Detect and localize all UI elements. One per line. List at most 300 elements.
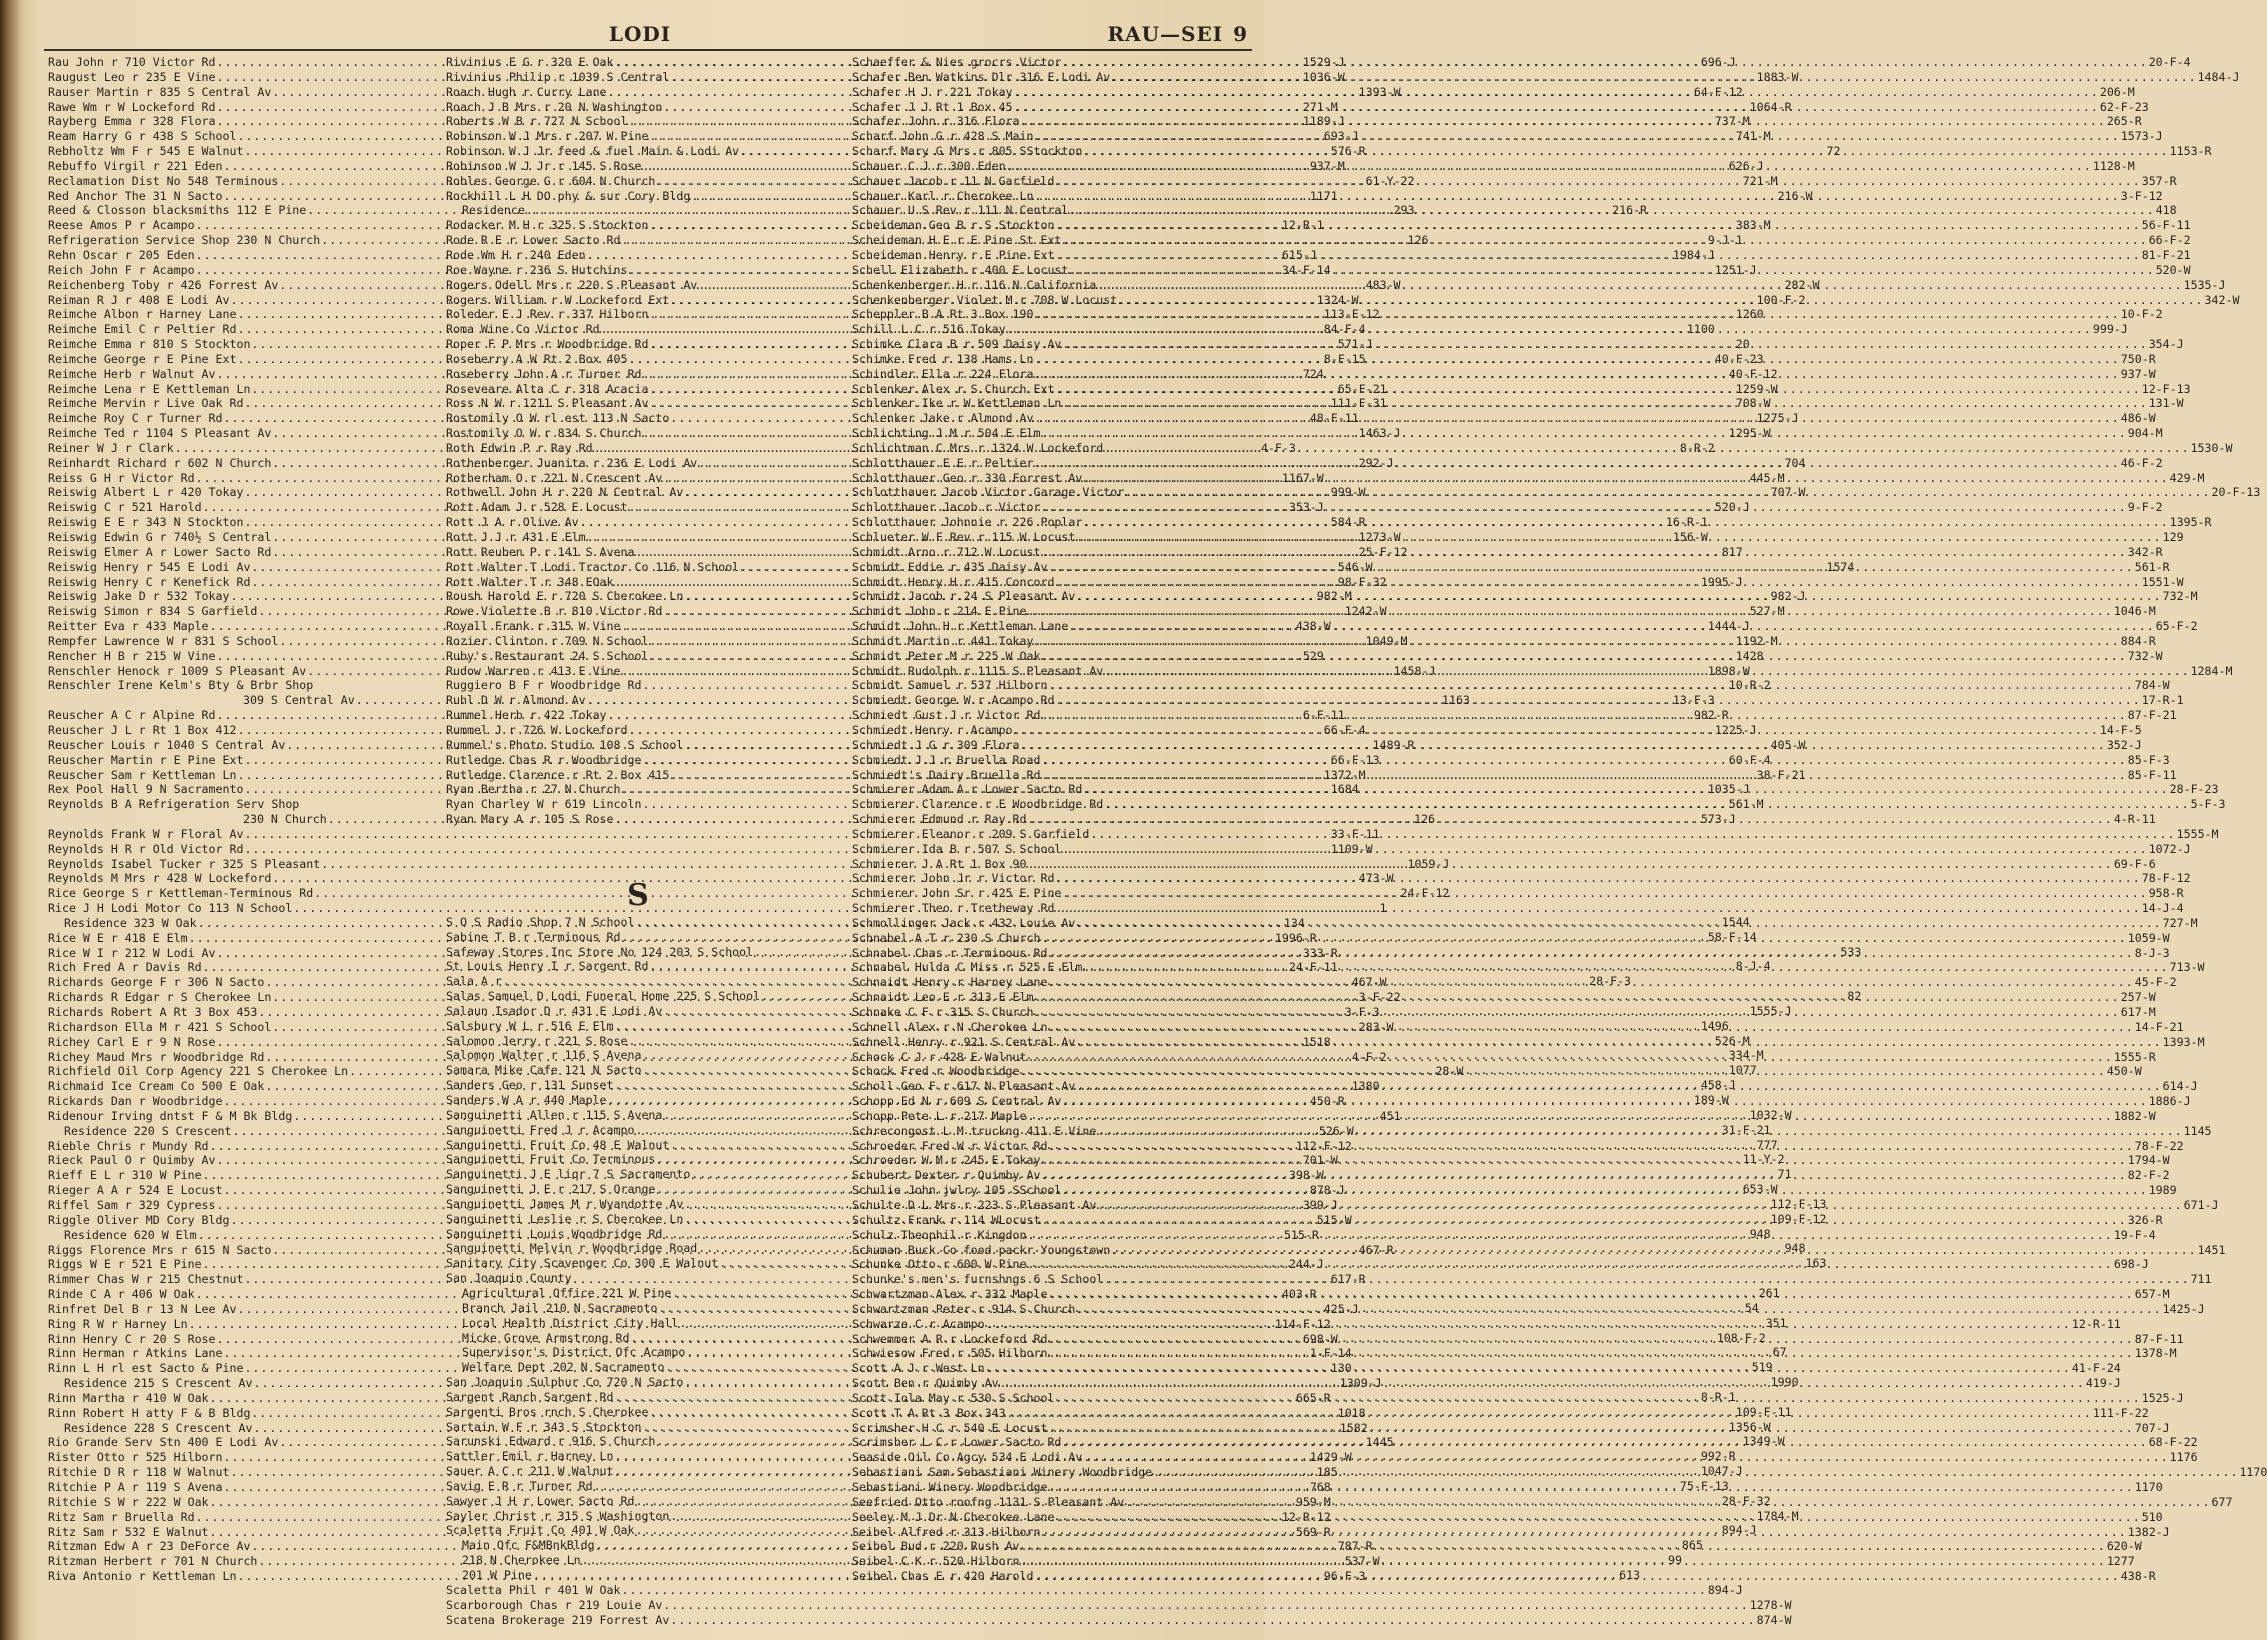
- listing-name: Rott Reuben P r 141 S Avena: [446, 544, 635, 559]
- phone-number: 8-R-1: [1700, 1389, 1736, 1404]
- phone-number: 16-R-1: [1665, 515, 1708, 530]
- listing-name: Rodacker M H r 325 S Stockton: [446, 218, 649, 233]
- phone-number: 28-F-3: [1589, 974, 1632, 989]
- listing-name: Sanguinetti Melvin r Woodbridge Road: [446, 1241, 698, 1256]
- listing-name: Sargenti Bros rnch S Cherokee: [446, 1404, 649, 1419]
- listing-name: Sawyer J H r Lower Sacto Rd: [446, 1493, 635, 1508]
- listing-name: Richards George F r 306 N Sacto: [48, 975, 265, 990]
- listing-name: Scaletta Fruit Co 401 W Oak: [446, 1523, 635, 1538]
- phone-number: 982-J: [1770, 589, 1806, 604]
- phone-number: 1996-R: [1274, 930, 1317, 945]
- phone-number: 438-W: [1295, 619, 1331, 634]
- phone-number: 1463-J: [1358, 426, 1401, 441]
- phone-number: 999-J: [2092, 322, 2128, 337]
- leader-dots: [1054, 1391, 2141, 1406]
- listing-name: Rebholtz Wm F r 545 E Walnut: [48, 144, 244, 159]
- phone-number: 1882-W: [2113, 1108, 2156, 1123]
- phone-number: 1259-W: [1735, 381, 1778, 396]
- listing-name: Refrigeration Service Shop 230 N Church: [48, 233, 321, 248]
- phone-number: 1-F-14: [1309, 1346, 1352, 1361]
- phone-number: 1309-J: [1339, 1376, 1382, 1391]
- listing-name: 218 N Cherokee Ln: [462, 1553, 581, 1568]
- phone-number: 282-W: [1784, 277, 1820, 292]
- phone-number: 1167-W: [1281, 470, 1324, 485]
- listing-name: Rinfret Del B r 13 N Lee Av: [48, 1301, 237, 1316]
- leader-dots: [1061, 842, 2148, 857]
- listing-name: Riggs W E r 521 E Pine: [48, 1257, 202, 1272]
- listing-name: Scarborough Chas r 219 Louie Av: [446, 1597, 663, 1612]
- listing-name: Scrimsher L C r Lower Sacto Rd: [852, 1435, 1062, 1450]
- listing-name: Rotherham O r 221 N Crescent Av: [446, 470, 663, 485]
- listing-name: Schnaidt Leo E r 313 E Elm: [852, 990, 1034, 1005]
- phone-number: 67: [1772, 1345, 1787, 1360]
- listing-name: Schock Fred r Woodbridge: [852, 1064, 1020, 1079]
- leader-dots: [1047, 1332, 2134, 1347]
- listing-name: Rempfer Lawrence W r 831 S School: [48, 633, 279, 648]
- listing-name: Reiss G H r Victor Rd: [48, 470, 195, 485]
- leader-dots: [1096, 278, 2183, 293]
- phone-number: 1251-J: [1714, 262, 1757, 277]
- listing-name: San Joaquin Sulphur Co 720 N Sacto: [446, 1375, 684, 1390]
- phone-number: 999-W: [1330, 485, 1366, 500]
- phone-number: 206-M: [2099, 84, 2135, 99]
- listing-name: Reiman R J r 408 E Lodi Av: [48, 292, 230, 307]
- listing-name: Ritchie P A r 119 S Avena: [48, 1480, 223, 1494]
- listing-name: Richey Maud Mrs r Woodbridge Rd: [48, 1049, 265, 1064]
- phone-number: 657-M: [2134, 1287, 2170, 1302]
- listing-name: Sanguinetti Fruit Co 48 E Walnut: [446, 1137, 670, 1152]
- listing-name: Schlenker Jake r Almond Av: [852, 411, 1034, 426]
- listing-name: Renschler Henock r 1009 S Pleasant Av: [48, 663, 307, 678]
- phone-number: 696-J: [1700, 55, 1736, 69]
- listing-name: Schlotthauer E E r Peltier: [852, 455, 1034, 470]
- listing-name: Seibel Alfred r 313 Hilborn: [852, 1524, 1041, 1539]
- listing-name: Schauer U S Rev r 111 N Central: [852, 203, 1069, 218]
- phone-number: 189-W: [1693, 1093, 1729, 1107]
- listing-name: Schnake C F r 315 S Church: [852, 1005, 1034, 1019]
- leader-dots: [1075, 530, 2162, 545]
- phone-number: 450-R: [1309, 1094, 1345, 1109]
- leader-dots: [1061, 1094, 2148, 1109]
- listing-name: Reuscher A C r Alpine Rd: [48, 708, 216, 723]
- listing-name: Schroeder Fred W r Victor Rd: [852, 1138, 1048, 1153]
- leader-dots: [1096, 1124, 2183, 1139]
- leader-dots: [1047, 1139, 2134, 1154]
- listing-name: Scheideman Geo B r S Stockton: [852, 218, 1055, 233]
- listing-name: Schafer John r 316 Flora: [852, 114, 1020, 129]
- listing-name: Sanguinetti J E r 217 S Orange: [446, 1182, 656, 1197]
- leader-dots: [1040, 1213, 2127, 1228]
- listing-name: Schmierer Theo r Tretheway Rd: [852, 901, 1055, 916]
- listing-name: San Joaquin County: [446, 1271, 572, 1286]
- listing-name: Roe Wayne r 236 S Hutchins: [446, 262, 628, 277]
- listing-name: Ryan Mary A r 105 S Rose: [446, 812, 614, 827]
- listing-name: Ritz Sam r 532 E Walnut: [48, 1524, 209, 1539]
- phone-number: 1530-W: [2190, 440, 2233, 455]
- listing-name: Rivinius E G r 320 E Oak: [446, 55, 614, 69]
- phone-number: 11-Y-2: [1742, 1152, 1785, 1167]
- listing-name: Schaeffer & Nies grocrs Victor: [852, 55, 1062, 69]
- phone-number: 1176: [2169, 1450, 2198, 1465]
- listing-name: Reitter Eva r 433 Maple: [48, 619, 209, 634]
- phone-number: 1551-W: [2141, 574, 2184, 589]
- listing-name: Richfield Oil Corp Agency 221 S Cherokee Ln: [48, 1064, 349, 1079]
- phone-number: 1153-R: [2169, 144, 2212, 159]
- listing-name: Scheideman H E r E Pine St Ext: [852, 233, 1062, 248]
- phone-number: 46-F-2: [2120, 455, 2163, 470]
- phone-number: 82-F-2: [2127, 1168, 2170, 1183]
- listing-name: Ryan Bertha r 27 N Church: [446, 782, 621, 797]
- listing-name: Supervisor's District Ofc Acampo: [462, 1345, 686, 1360]
- listing-name: Reimche Lena r E Kettleman Ln: [48, 381, 251, 396]
- phone-number: 352-J: [2106, 737, 2142, 752]
- listing-name: Branch Jail 210 N Sacramento: [462, 1300, 658, 1315]
- leader-dots: [1020, 1539, 2107, 1554]
- leader-dots: [1075, 1079, 2162, 1094]
- phone-number: 3-F-12: [2120, 188, 2163, 203]
- leader-dots: [1061, 233, 2148, 248]
- phone-number: 126: [1407, 233, 1429, 248]
- phone-number: 78-F-12: [2141, 871, 2191, 886]
- phone-number: 65-F-2: [2155, 619, 2198, 634]
- listing-name: Schmiedt Gust J r Victor Rd: [852, 708, 1041, 723]
- phone-number: 1059-J: [1407, 856, 1450, 871]
- listing-name: Rode R E r Lower Sacto Rd: [446, 233, 621, 248]
- listing-name: Rebuffo Virgil r 221 Eden: [48, 158, 223, 173]
- phone-number: 419-J: [2085, 1376, 2121, 1391]
- listing-name: Residence 220 S Crescent: [64, 1123, 232, 1138]
- listing-name: Sanders W A r 440 Maple: [446, 1093, 607, 1107]
- phone-number: 573-J: [1700, 812, 1736, 827]
- listing-name: Rayberg Emma r 328 Flora: [48, 114, 216, 129]
- phone-number: 620-W: [2106, 1539, 2142, 1554]
- listing-name: Reiswig Elmer A r Lower Sacto Rd: [48, 544, 272, 559]
- leader-dots: [1061, 55, 2148, 70]
- phone-number: 28-F-32: [1721, 1493, 1771, 1508]
- listing-name: Schwartzman Alex r 332 Maple: [852, 1287, 1048, 1302]
- phone-number: 526-M: [1714, 1033, 1750, 1048]
- phone-number: 438-R: [2120, 1569, 2156, 1584]
- listing-name: Sala A r: [446, 974, 502, 989]
- phone-number: 784-W: [2134, 678, 2170, 693]
- listing-name: Schunke Otto r 600 W Pine: [852, 1257, 1027, 1272]
- listing-name: Rencher H B r 215 W Vine: [48, 648, 216, 663]
- phone-number: 1260: [1735, 307, 1764, 322]
- phone-number: 1356-W: [1728, 1419, 1771, 1434]
- listing-name: Sarunski Edward r 916 S Church: [446, 1434, 656, 1449]
- phone-number: 283-W: [1358, 1019, 1394, 1034]
- leader-dots: [1096, 1198, 2183, 1213]
- leader-dots: [1068, 263, 2155, 278]
- listing-name: Schmidt John H r Kettleman Lane: [852, 619, 1069, 634]
- phone-number: 1192-M: [1735, 633, 1778, 648]
- listing-name: Schauer Jacob r 11 N Garfield: [852, 173, 1055, 188]
- listing-name: Robinson W J Jr r 145 S Rose: [446, 158, 642, 173]
- phone-number: 707-J: [2134, 1420, 2170, 1435]
- leader-dots: [1027, 604, 2114, 619]
- phone-number: 65-F-21: [1337, 381, 1387, 396]
- listing-name: Reiswig Edwin G r 740½ S Central: [48, 530, 272, 544]
- listing-name: Richardson Ella M r 421 S School: [48, 1019, 272, 1034]
- listing-name: Schmollinger Jack r 432 Louie Av: [852, 915, 1076, 930]
- phone-number: 292-J: [1358, 455, 1394, 470]
- leader-dots: [1013, 100, 2100, 115]
- phone-number: 111-F-22: [2092, 1405, 2149, 1420]
- leader-dots: [1110, 1243, 2197, 1258]
- listing-name: Roleder E J Rev r 337 Hilborn: [446, 307, 649, 322]
- phone-number: 1049-M: [1365, 633, 1408, 648]
- leader-dots: [1027, 1257, 2114, 1272]
- phone-number: 96-F-3: [1323, 1569, 1366, 1584]
- phone-number: 992-R: [1700, 1449, 1736, 1464]
- phone-number: 68-F-22: [2148, 1435, 2198, 1450]
- phone-number: 704: [1784, 455, 1806, 470]
- leader-dots: [1103, 441, 2190, 456]
- leader-dots: [1033, 1005, 2120, 1020]
- listing-name: Schmiedt J J r Bruella Road: [852, 752, 1041, 767]
- phone-number: 1451: [2197, 1242, 2226, 1257]
- page-header: [0, 22, 1264, 50]
- leader-dots: [1033, 367, 2120, 382]
- listing-name: Salas Samuel D Lodi Funeral Home 225 S School: [446, 989, 761, 1004]
- listing-name: Rieble Chris r Mundy Rd: [48, 1138, 209, 1153]
- phone-number: 451: [1379, 1108, 1401, 1123]
- listing-name: Roth Edwin P r Ray Rd: [446, 440, 593, 455]
- leader-dots: [1047, 946, 2134, 961]
- phone-number: 4-R-11: [2113, 812, 2156, 827]
- listing-name: Samara Mike Cafe 121 N Sacto: [446, 1063, 642, 1078]
- listing-name: Rothenberger Juanita r 236 E Lodi Av: [446, 455, 698, 470]
- listing-name: 201 W Pine: [462, 1568, 532, 1582]
- phone-number: 8-J-3: [2134, 945, 2170, 960]
- phone-number: 510: [2141, 1509, 2163, 1524]
- listing-name: Scatena Brokerage 219 Forrest Av: [446, 1612, 670, 1627]
- phone-number: 10-R-2: [1728, 678, 1771, 693]
- phone-number: 1018: [1337, 1405, 1366, 1420]
- listing-name: Sargent Ranch Sargent Rd: [446, 1389, 614, 1404]
- leader-dots: [1033, 129, 2120, 144]
- phone-number: 85-F-3: [2127, 752, 2170, 767]
- phone-number: 1555-R: [2113, 1049, 2156, 1064]
- phone-number: 425-J: [1323, 1301, 1359, 1316]
- listing-name: Schafer H J r 221 Tokay: [852, 84, 1013, 99]
- phone-number: 1544: [1721, 914, 1750, 929]
- listing-name: Sebastiani Sam Sebastiani Winery Woodbridge: [852, 1465, 1153, 1480]
- leader-dots: [1082, 471, 2169, 486]
- phone-number: 467-W: [1351, 975, 1387, 990]
- listing-name: Scheideman Henry r E Pine Ext: [852, 247, 1055, 262]
- phone-number: 399-J: [1302, 1197, 1338, 1212]
- phone-number: 14-J-4: [2141, 901, 2184, 916]
- listing-name: Rott Adam J r 528 E Locust: [446, 500, 628, 515]
- page-number: 9: [1233, 22, 1248, 46]
- listing-name: Ritzman Herbert r 701 N Church: [48, 1554, 258, 1569]
- listing-name: Schmierer John Jr r Victor Rd: [852, 871, 1055, 886]
- listing-name: Raugust Leo r 235 E Vine: [48, 69, 216, 84]
- listing-name: Seibel C K r 520 Hilborn: [852, 1554, 1020, 1569]
- listing-name: 309 S Central Av: [243, 693, 355, 708]
- listing-name: Rich Fred A r Davis Rd: [48, 960, 202, 975]
- phone-number: 216-W: [1777, 188, 1813, 203]
- listing-name: Schulie John jwlry 105 SSchool: [852, 1183, 1062, 1198]
- phone-number: 665-R: [1295, 1390, 1331, 1405]
- listing-name: Residence: [462, 203, 525, 218]
- phone-number: 8-J-4: [1735, 959, 1771, 974]
- phone-number: 66-F-2: [2148, 233, 2191, 248]
- listing-name: Scheppler B A Rt 3 Box 190: [852, 307, 1034, 322]
- listing-name: Schlueter W F Rev r 115 W Locust: [852, 530, 1076, 544]
- phone-number: 1145: [2183, 1123, 2212, 1138]
- listing-name: Reich John F r Acampo: [48, 262, 195, 277]
- phone-number: 1574: [1826, 559, 1855, 574]
- phone-number: 383-M: [1735, 218, 1771, 233]
- listing-name: Rio Grande Serv Stn 400 E Lodi Av: [48, 1435, 279, 1450]
- listing-name: Rott J J r 431 E Elm: [446, 530, 586, 544]
- listing-name: Royall Frank r 315 W Vine: [446, 619, 621, 634]
- listing-name: Rostomily O W r 834 S Church: [446, 426, 642, 441]
- listing-name: Richards Robert A Rt 3 Box 453: [48, 1005, 258, 1019]
- phone-number: 1284-M: [2190, 663, 2233, 678]
- listing-name: Rott J A r Olive Av: [446, 515, 579, 530]
- listing-name: Ruggiero B F r Woodbridge Rd: [446, 678, 642, 693]
- phone-number: 66-F-13: [1330, 752, 1380, 767]
- phone-number: 4-F-2: [1351, 1049, 1387, 1064]
- phone-number: 99: [1667, 1553, 1682, 1568]
- phone-number: 403-R: [1281, 1287, 1317, 1302]
- phone-number: 698-J: [2113, 1257, 2149, 1272]
- phone-number: 727-M: [2162, 915, 2198, 930]
- leader-dots: [1075, 1302, 2162, 1317]
- listing-name: Rieck Paul O r Quimby Av: [48, 1153, 216, 1168]
- phone-number: 108-F-2: [1716, 1330, 1766, 1345]
- listing-name: Schmidt Martin r 441 Tokay: [852, 633, 1034, 648]
- listing-name: Robles George G r 604 N Church: [446, 173, 656, 188]
- listing-name: Sabine T B r Terminous Rd: [446, 929, 621, 944]
- phone-number: 732-W: [2127, 648, 2163, 663]
- phone-number: 1393-M: [2162, 1034, 2205, 1049]
- phone-number: 626-J: [1728, 158, 1764, 173]
- phone-number: 711: [2190, 1272, 2212, 1287]
- directory-entry: [446, 1271, 830, 1286]
- phone-number: 40-F-23: [1714, 351, 1764, 366]
- listing-name: Reiswig E E r 343 N Stockton: [48, 515, 244, 530]
- listing-name: Reimche George r E Pine Ext: [48, 351, 237, 366]
- phone-number: 9-F-2: [2127, 500, 2163, 515]
- listing-name: Ruhl D W r Almond Av: [446, 693, 586, 708]
- phone-number: 617-M: [2120, 1005, 2156, 1019]
- phone-number: 405-W: [1770, 737, 1806, 752]
- leader-dots: [1082, 144, 2169, 159]
- listing-name: Sanguinetti J E liqr 7 S Sacramento: [446, 1167, 691, 1182]
- leader-dots: [1082, 515, 2169, 530]
- leader-dots: [1027, 1228, 2114, 1243]
- listing-name: Reiswig Henry C r Kenefick Rd: [48, 574, 251, 589]
- listing-name: Reuscher J L r Rt 1 Box 412: [48, 722, 237, 737]
- phone-number: 64-F-12: [1693, 84, 1743, 99]
- phone-number: 693-J: [1323, 129, 1359, 144]
- listing-name: Schmidt Samuel r 537 Hilborn: [852, 678, 1048, 693]
- leader-dots: [1033, 189, 2120, 204]
- phone-number: 1100: [1686, 322, 1715, 337]
- listing-name: Salaun Isador D r 431 E Lodi Av: [446, 1003, 663, 1018]
- phone-number: 84-F-4: [1323, 322, 1366, 337]
- listing-name: Robinson W J Mrs r 207 W Pine: [446, 129, 649, 144]
- listing-name: Sanguinetti Leslie r S Cherokee Ln: [446, 1211, 684, 1226]
- phone-number: 326-R: [2127, 1212, 2163, 1227]
- phone-number: 1496: [1700, 1018, 1729, 1033]
- listing-name: Riffel Sam r 329 Cypress: [48, 1197, 216, 1212]
- leader-dots: [1027, 1109, 2114, 1124]
- phone-number: 569-R: [1295, 1524, 1331, 1539]
- phone-number: 3-F-3: [1344, 1005, 1380, 1019]
- listing-name: Schnaidt Henry r Harney Lane: [852, 975, 1048, 990]
- leader-dots: [1082, 782, 2169, 797]
- phone-number: 28-W: [1435, 1064, 1464, 1079]
- phone-number: 40-F-12: [1728, 366, 1778, 381]
- listing-name: Sanguinetti Allen r 115 S Avena: [446, 1107, 663, 1122]
- leader-dots: [1103, 664, 2190, 679]
- phone-number: 100-F-2: [1756, 292, 1806, 307]
- listing-name: Schimke Clara B r 509 Daisy Av: [852, 337, 1062, 352]
- listing-name: Scaletta Phil r 401 W Oak: [446, 1582, 621, 1597]
- listing-name: Safeway Stores Inc Store No 124 203 S School: [446, 944, 754, 959]
- phone-number: 20-F-13: [2211, 485, 2261, 500]
- listing-name: Renschler Irene Kelm's Bty & Brbr Shop: [48, 678, 314, 693]
- leader-dots: [1033, 307, 2120, 322]
- phone-number: 12-R-11: [2071, 1316, 2121, 1331]
- listing-name: Reimche Roy C r Turner Rd: [48, 411, 223, 426]
- listing-name: Roach Hugh r Curry Lane: [446, 84, 607, 99]
- listing-name: Reichenberg Toby r 426 Forrest Av: [48, 277, 279, 292]
- listing-name: Schmidt John r 214 E Pine: [852, 604, 1027, 619]
- listing-name: Schmierer Ida B r 507 S School: [852, 841, 1062, 856]
- listing-name: Local Health District City Hall: [462, 1315, 679, 1330]
- phone-number: 1555-M: [2176, 826, 2219, 841]
- phone-number: 1163: [1441, 693, 1470, 708]
- listing-name: Rex Pool Hall 9 N Sacramento: [48, 782, 244, 797]
- listing-name: Richey Carl E r 9 N Rose: [48, 1034, 216, 1049]
- listing-name: Rothwell John H r 220 N Central Av: [446, 485, 684, 500]
- phone-number: 937-W: [2120, 366, 2156, 381]
- listing-name: Schmiedt's Dairy Bruella Rd: [852, 767, 1041, 782]
- leader-dots: [1103, 1272, 2190, 1287]
- phone-number: 701-W: [1302, 1153, 1338, 1168]
- phone-number: 98-F-32: [1337, 574, 1387, 589]
- phone-number: 450-W: [2106, 1064, 2142, 1079]
- listing-name: Richards R Edgar r S Cherokee Ln: [48, 990, 272, 1005]
- listing-name: Schnell Alex r N Cherokee Ln: [852, 1019, 1048, 1034]
- phone-number: 948: [1784, 1241, 1806, 1256]
- listing-name: Reynolds Isabel Tucker r 325 S Pleasant: [48, 856, 321, 871]
- listing-name: Reynolds Frank W r Floral Av: [48, 826, 244, 841]
- listing-name: Roberts W B r 727 N School: [446, 114, 628, 129]
- leader-dots: [1068, 619, 2155, 634]
- listing-name: S O S Radio Shop 7 N School: [446, 914, 635, 929]
- listing-name: Savig E R r Turner Rd: [446, 1478, 593, 1493]
- phone-number: 1036-W: [1302, 69, 1345, 84]
- leader-dots: [621, 1583, 1708, 1598]
- listing-name: Schlotthauer Jacob r Victor: [852, 500, 1041, 515]
- listing-name: Sanders Geo r 131 Sunset: [446, 1078, 614, 1093]
- phone-number: 1372-M: [1323, 767, 1366, 782]
- phone-number: 12-F-13: [2141, 381, 2191, 396]
- listing-name: Rode Wm H r 240 Eden: [446, 247, 586, 262]
- leader-dots: [1020, 738, 2107, 753]
- phone-number: 1170: [2239, 1465, 2267, 1480]
- listing-name: Reclamation Dist No 548 Terminous: [48, 173, 279, 188]
- listing-name: Schroeder W M r 245 E Tokay: [852, 1153, 1041, 1168]
- leader-dots: [1033, 456, 2120, 471]
